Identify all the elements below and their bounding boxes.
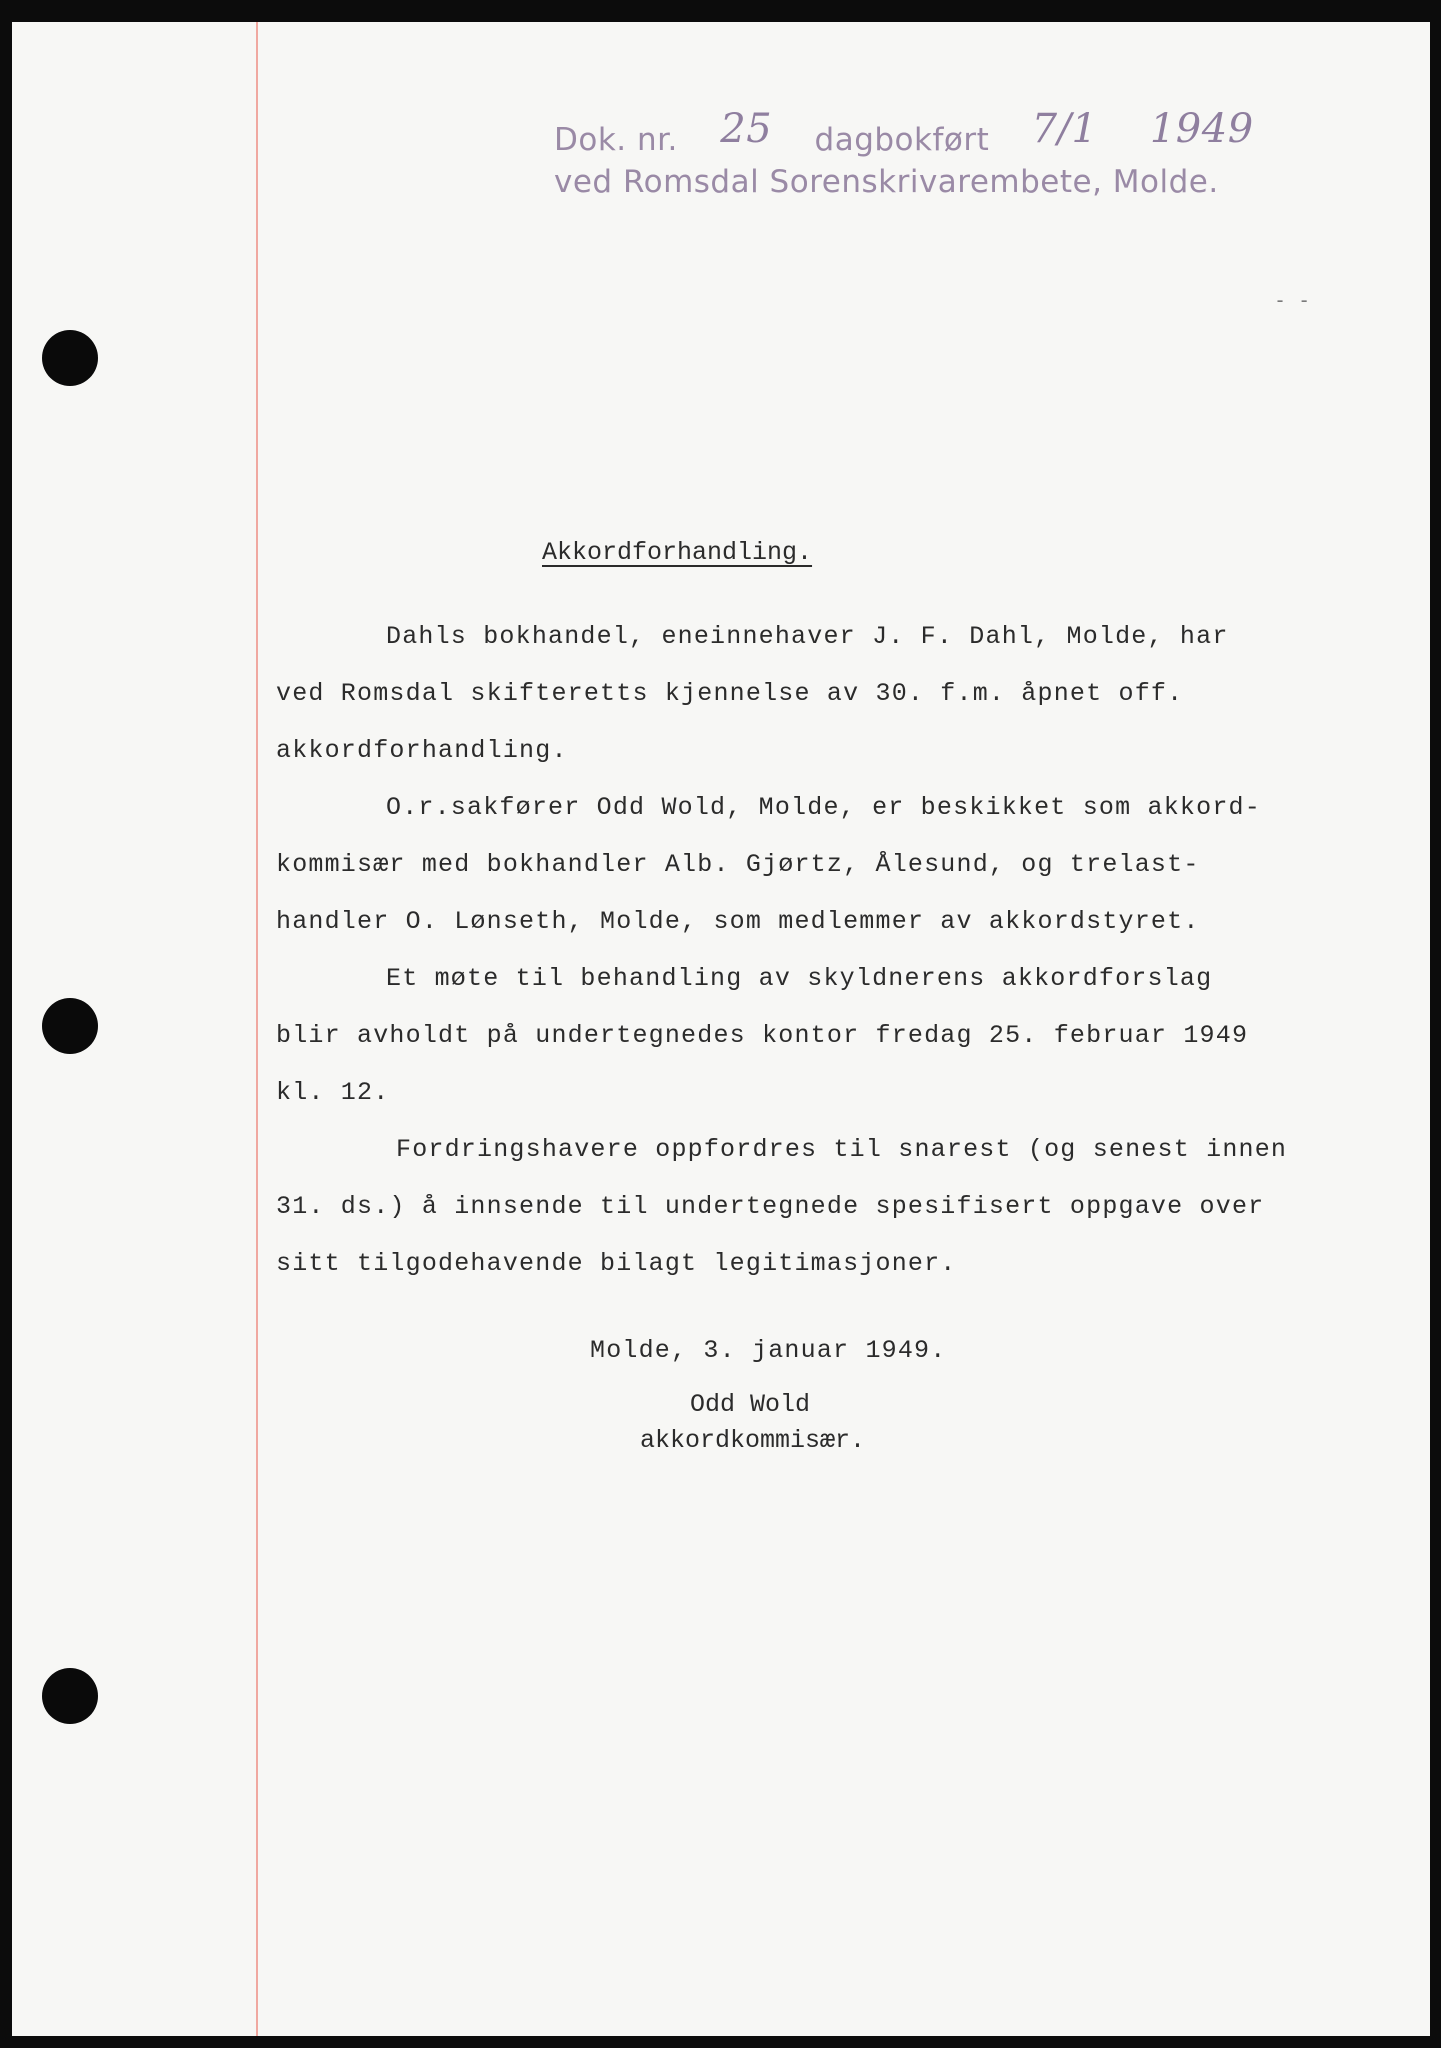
stamp-date: 7/1 <box>1031 106 1098 152</box>
body-line: Et møte til behandling av skyldnerens akkordforslag <box>386 964 1213 993</box>
body-line: sitt tilgodehavende bilagt legitimasjoner. <box>276 1249 957 1278</box>
stamp-prefix: Dok. nr. <box>554 122 678 158</box>
body-line: Dahls bokhandel, eneinnehaver J. F. Dahl, Molde, har <box>386 622 1229 651</box>
punch-hole-top <box>42 330 98 386</box>
body-line: kl. 12. <box>276 1078 390 1107</box>
margin-mark: - - <box>1274 288 1311 312</box>
body-line: handler O. Lønseth, Molde, som medlemmer av akkordstyret. <box>276 907 1200 936</box>
body-line: Fordringshavere oppfordres til snarest (og senest innen <box>396 1135 1288 1164</box>
body-line: O.r.sakfører Odd Wold, Molde, er beskikket som akkord- <box>386 793 1261 822</box>
punch-hole-bottom <box>42 1668 98 1724</box>
body-line: ved Romsdal skifteretts kjennelse av 30. f.m. åpnet off. <box>276 679 1184 708</box>
signature-name: Odd Wold <box>690 1390 811 1419</box>
doc-number: 25 <box>720 106 773 152</box>
body-line: blir avholdt på undertegnedes kontor fredag 25. februar 1949 <box>276 1021 1249 1050</box>
signature-title: akkordkommisær. <box>640 1426 866 1455</box>
stamp-year: 1949 <box>1149 106 1254 152</box>
margin-line <box>256 22 258 2036</box>
body-line: akkordforhandling. <box>276 736 568 765</box>
registry-stamp-line1 <box>554 106 1286 160</box>
punch-hole-middle <box>42 998 98 1054</box>
body-line: kommisær med bokhandler Alb. Gjørtz, Ålesund, og trelast- <box>276 850 1200 879</box>
body-line: 31. ds.) å innsende til undertegnede spesifisert oppgave over <box>276 1192 1265 1221</box>
stamp-registered: dagbokført <box>814 122 990 158</box>
document-title: Akkordforhandling. <box>542 538 813 567</box>
registry-stamp-line2: ved Romsdal Sorenskrivarembete, Molde. <box>554 164 1219 200</box>
document-page <box>12 22 1430 2036</box>
place-date: Molde, 3. januar 1949. <box>590 1336 947 1365</box>
